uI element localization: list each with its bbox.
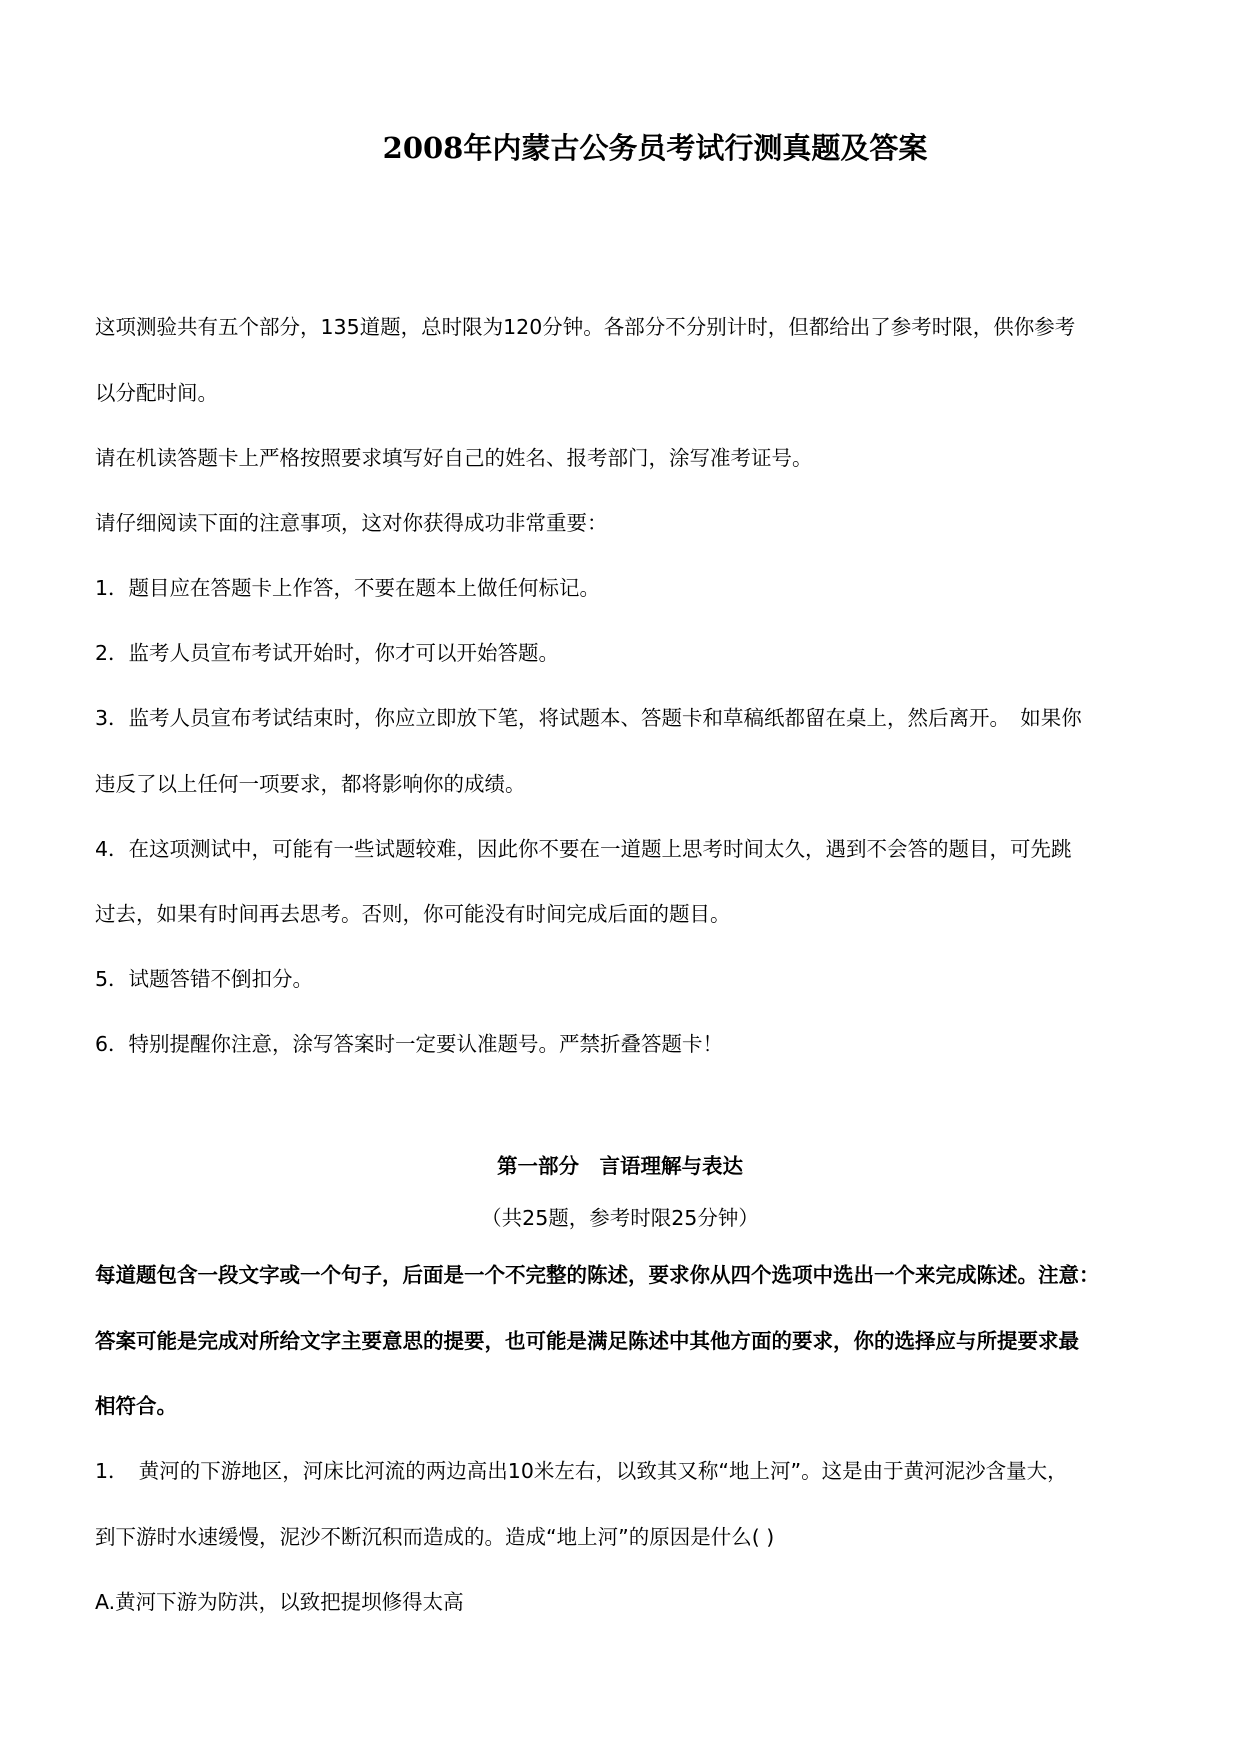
intro-line-1: 这项测验共有五个部分，135道题，总时限为120分钟。各部分不分别计时，但都给出了参考时限，供你参考 — [95, 315, 1076, 339]
section-1-subtitle: （共25题，参考时限25分钟） — [481, 1206, 759, 1230]
document-title: 2008年内蒙古公务员考试行测真题及答案 — [382, 131, 928, 165]
question-1-line-1: 1． 黄河的下游地区，河床比河流的两边高出10米左右，以致其又称“地上河”。这是由于黄河泥沙含量大， — [95, 1459, 1068, 1483]
section-1-title: 第一部分 言语理解与表达 — [497, 1154, 743, 1178]
notice-1: 1．题目应在答题卡上作答，不要在题本上做任何标记。 — [95, 576, 601, 600]
intro-line-3: 请在机读答题卡上严格按照要求填写好自己的姓名、报考部门，涂写准考证号。 — [95, 446, 813, 470]
question-1-option-a: A.黄河下游为防洪，以致把提坝修得太高 — [95, 1590, 464, 1614]
section-1-instruction-line-1: 每道题包含一段文字或一个句子，后面是一个不完整的陈述，要求你从四个选项中选出一个来完成陈述。注意： — [95, 1263, 1100, 1287]
section-1-instruction-line-3: 相符合。 — [95, 1394, 177, 1418]
intro-line-2: 以分配时间。 — [95, 381, 218, 405]
notice-6: 6．特别提醒你注意，涂写答案时一定要认准题号。严禁折叠答题卡！ — [95, 1032, 724, 1056]
notice-5: 5．试题答错不倒扣分。 — [95, 967, 314, 991]
notice-2: 2．监考人员宣布考试开始时，你才可以开始答题。 — [95, 641, 560, 665]
question-1-line-2: 到下游时水速缓慢，泥沙不断沉积而造成的。造成“地上河”的原因是什么( ) — [95, 1525, 775, 1549]
notice-3-line-1: 3．监考人员宣布考试结束时，你应立即放下笔，将试题本、答题卡和草稿纸都留在桌上，然后离开。 如果你 — [95, 706, 1082, 730]
notice-3-line-2: 违反了以上任何一项要求，都将影响你的成绩。 — [95, 772, 526, 796]
notice-4-line-1: 4．在这项测试中，可能有一些试题较难，因此你不要在一道题上思考时间太久，遇到不会答的题目，可先跳 — [95, 837, 1072, 861]
notice-4-line-2: 过去，如果有时间再去思考。否则，你可能没有时间完成后面的题目。 — [95, 902, 731, 926]
section-1-instruction-line-2: 答案可能是完成对所给文字主要意思的提要，也可能是满足陈述中其他方面的要求，你的选择应与所提要求最 — [95, 1329, 1079, 1353]
intro-line-4: 请仔细阅读下面的注意事项，这对你获得成功非常重要： — [95, 511, 608, 535]
